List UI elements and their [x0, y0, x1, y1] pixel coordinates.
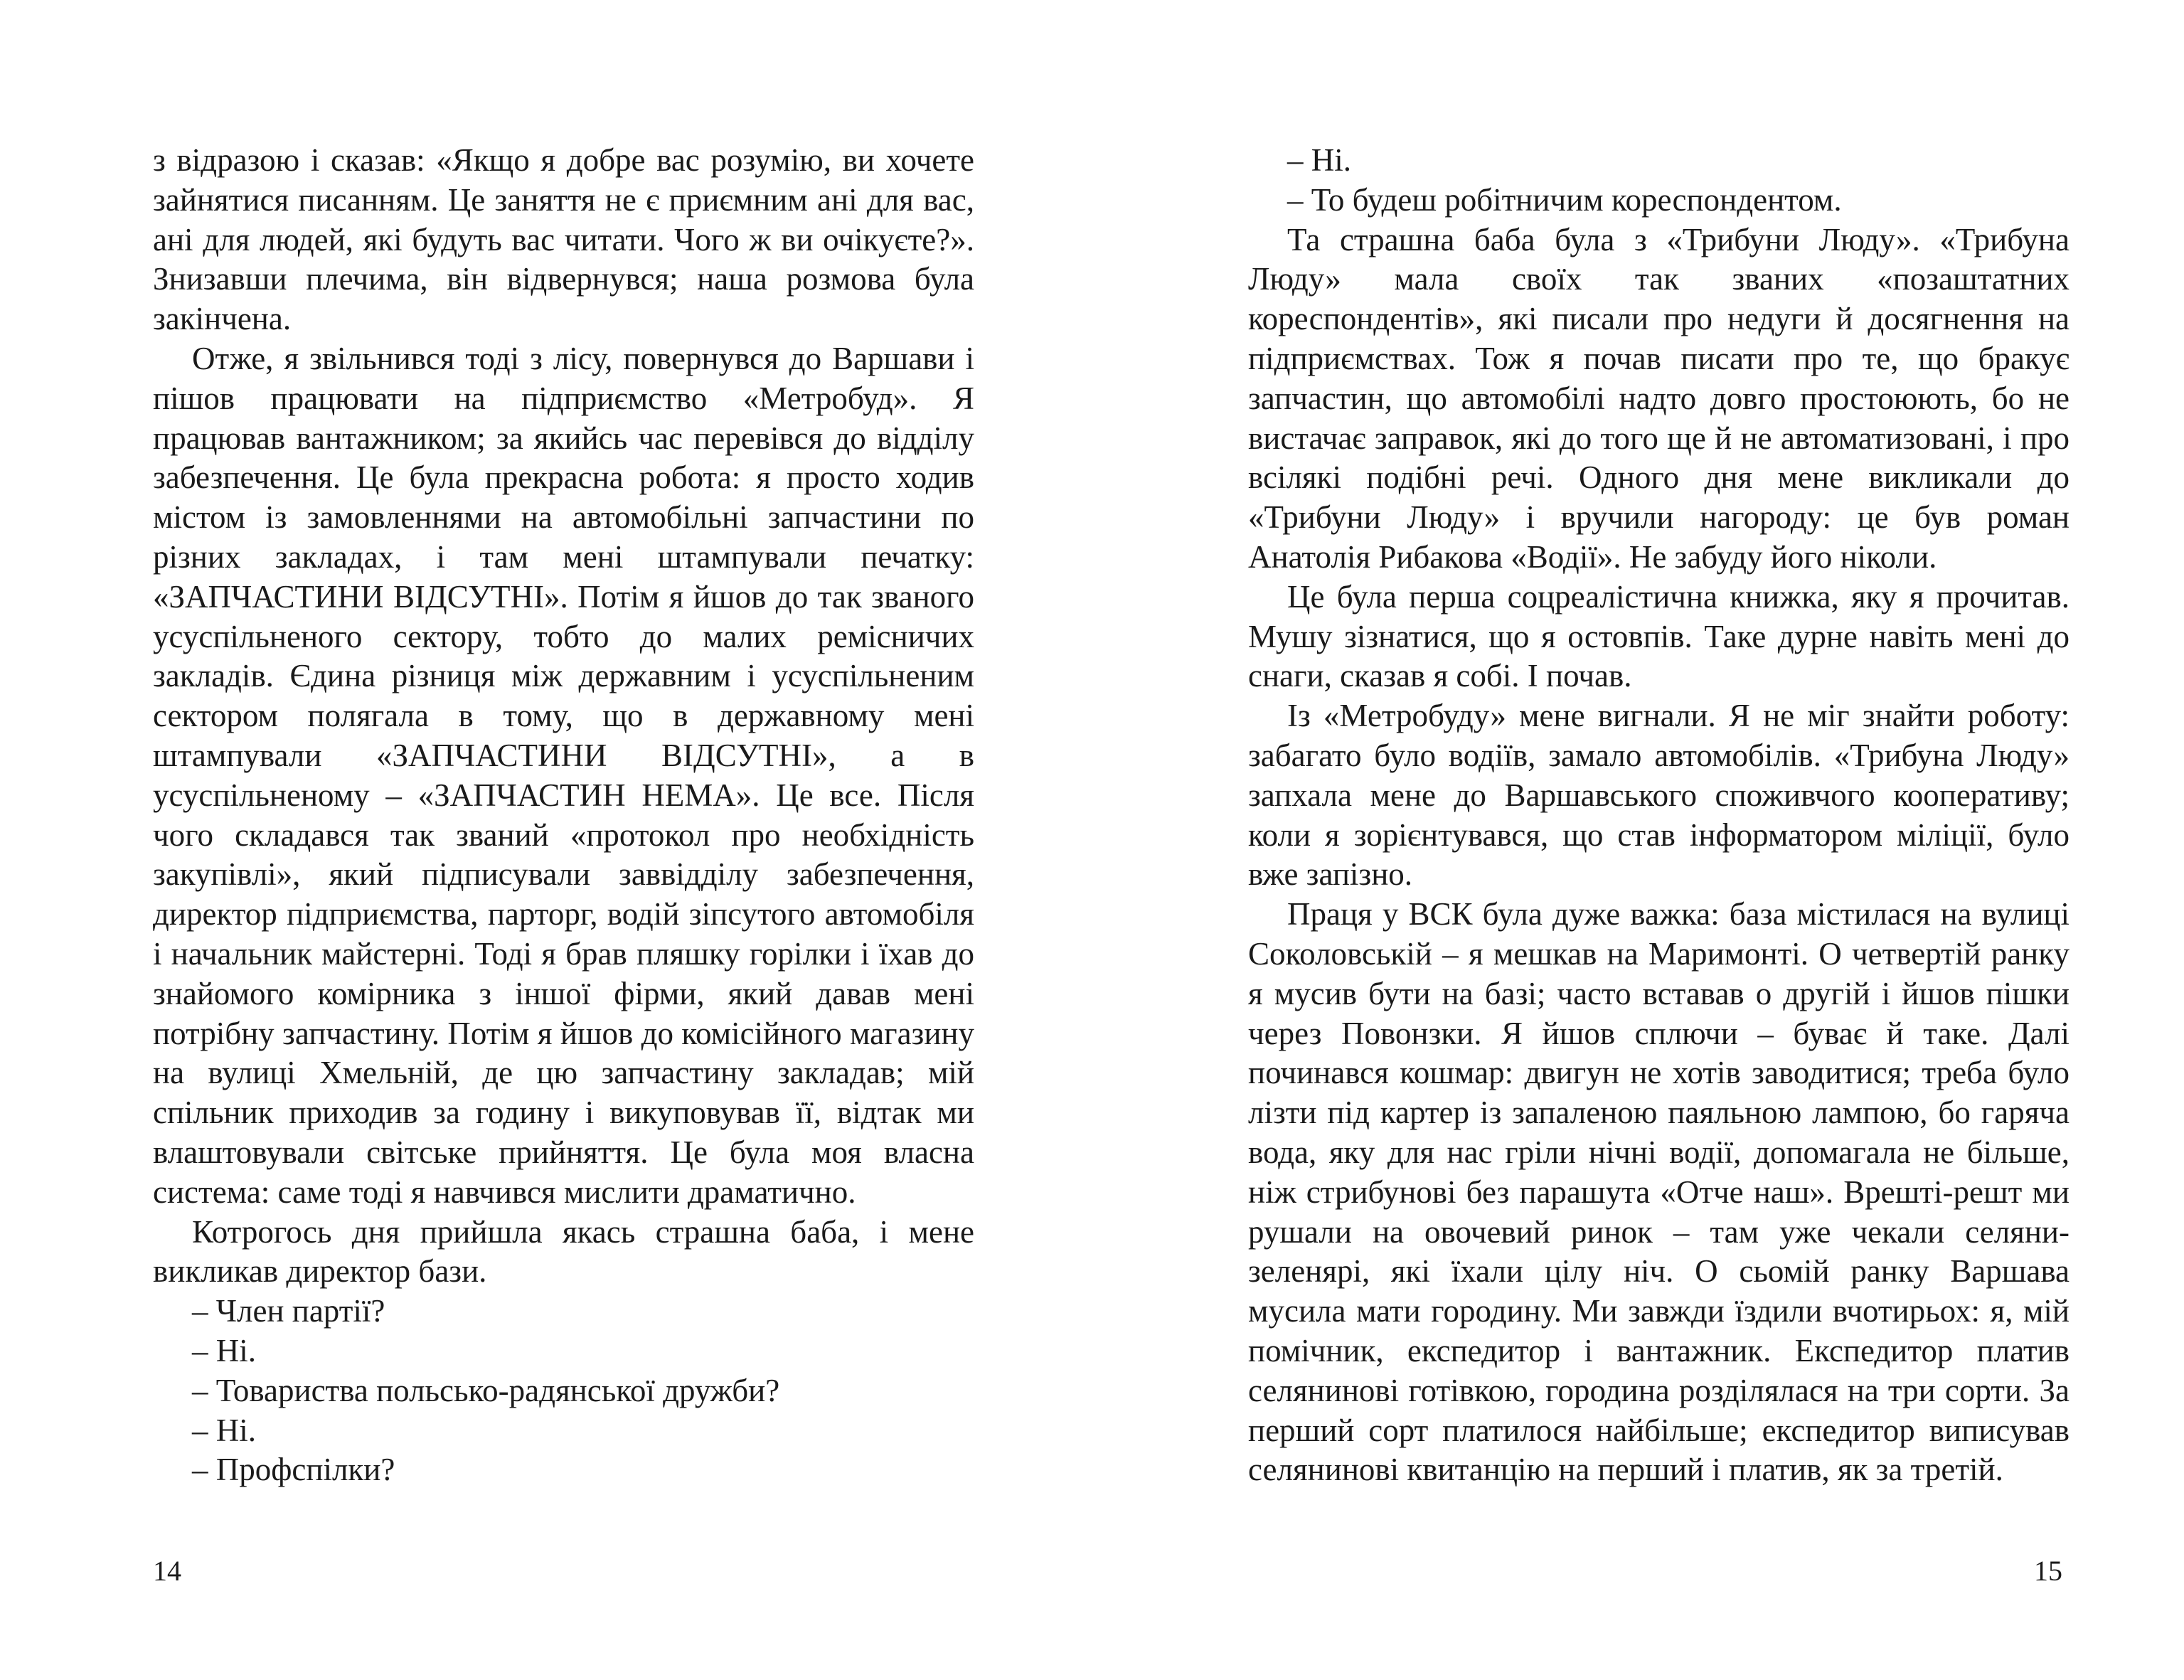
- dialogue-line: – Ні.: [1287, 142, 1351, 178]
- paragraph: Праця у ВСК була дуже важка: база містилася на вулиці Соколовській – я мешкав на Маримонті. О четвертій ранку я мусив бути на базі; часто вставав о другій і йшов пішки через Повонзки. Я йшов сплючи – буває й таке. Далі починався кошмар: двигун не хотів заводитися; треба було лізти під картер із запаленою паяльною лампою, бо гаряча вода, яку для нас гріли нічні водії, допомагала не більше, ніж стрибунові без парашута «Отче наш». Врешті-решт ми рушали на овочевий ринок – там уже чекали селяни-зеленярі, які їхали цілу ніч. О сьомій ранку Варшава мусила мати городину. Ми завжди їздили вчотирьох: я, мій помічник, експедитор і вантажник. Експедитор платив селянинові готівкою, городина розділялася на три сорти. За перший сорт платилося найбільше; експедитор виписував селянинові квитанцію на перший і платив, як за третій.: [1248, 896, 2070, 1488]
- dialogue-line: – Член партії?: [192, 1293, 385, 1329]
- paragraph: Це була перша соцреалістична книжка, яку я прочитав. Мушу зізнатися, що я остовпів. Таке дурне навіть мені до снаги, сказав я собі. І почав.: [1248, 578, 2070, 694]
- paragraph: Отже, я звільнився тоді з лісу, повернувся до Варшави і пішов працювати на підприємство «Метробуд». Я працював вантажником; за якийсь час перевівся до відділу забезпечення. Це була прекрасна робота: я просто ходив містом із замовленнями на автомобільні запчастини по різних закладах, і там мені штампували печатку: «ЗАПЧАСТИНИ ВІДСУТНІ». Потім я йшов до так званого усуспільненого сектору, тобто до малих ремісничих закладів. Єдина різниця між державним і усуспільненим сектором полягала в тому, що в державному мені штампували «ЗАПЧАСТИНИ ВІДСУТНІ», а в усуспільненому – «ЗАПЧАСТИН НЕМА». Це все. Після чого складався так званий «протокол про необхідність закупівлі», який підписували заввідділу забезпечення, директор підприємства, парторг, водій зіпсутого автомобіля і начальник майстерні. Тоді я брав пляшку горілки і їхав до знайомого комірника з іншої фірми, який давав мені потрібну запчастину. Потім я йшов до комісійного магазину на вулиці Хмельній, де цю запчастину закладав; мій спільник приходив за годину і викуповував її, відтак ми влаштовували світське прийняття. Це була моя власна система: саме тоді я навчився мислити драматично.: [153, 340, 974, 1210]
- paragraph: Котрогось дня прийшла якась страшна баба, і мене викликав директор бази.: [153, 1213, 974, 1290]
- dialogue-line: – Ні.: [192, 1412, 256, 1448]
- paragraph: Із «Метробуду» мене вигнали. Я не міг знайти роботу: забагато було водіїв, замало автомобілів. «Трибуна Люду» запхала мене до Варшавського споживчого кооперативу; коли я зорієнтувався, що став інформатором міліції, було вже запізно.: [1248, 698, 2070, 893]
- dialogue-line: – Товариства польсько-радянської дружби?: [192, 1372, 780, 1408]
- right-page: [1248, 141, 2070, 1490]
- page-number-left: 14: [153, 1555, 181, 1587]
- dialogue-line: – Ні.: [192, 1332, 256, 1368]
- paragraph: з відразою і сказав: «Якщо я добре вас розумію, ви хочете зайнятися писанням. Це заняття не є приємним ані для вас, ані для людей, які будуть вас читати. Чого ж ви очікуєте?». Знизавши плечима, він відвернувся; наша розмова була закінчена.: [153, 142, 974, 337]
- left-page: [153, 141, 974, 1490]
- paragraph: Та страшна баба була з «Трибуни Люду». «Трибуна Люду» мала своїх так званих «позаштатних кореспондентів», які писали про недуги й досягнення на підприємствах. Тож я почав писати про те, що бракує запчастин, що автомобілі надто довго простоюють, бо не вистачає заправок, які до того ще й не автоматизовані, і про всілякі подібні речі. Одного дня мене викликали до «Трибуни Люду» і вручили нагороду: це був роман Анатолія Рибакова «Водії». Не забуду його ніколи.: [1248, 221, 2070, 575]
- dialogue-line: – То будеш робітничим кореспондентом.: [1287, 181, 1842, 218]
- page-number-right: 15: [2034, 1555, 2062, 1587]
- dialogue-line: – Профспілки?: [192, 1452, 395, 1488]
